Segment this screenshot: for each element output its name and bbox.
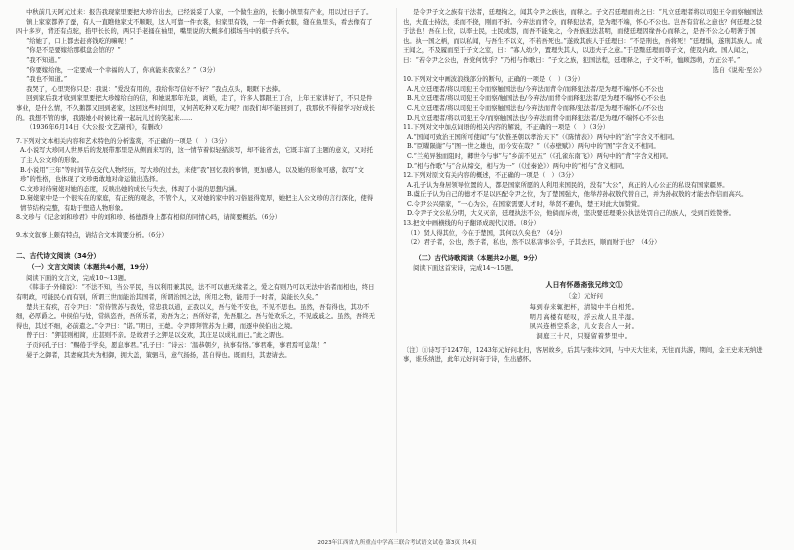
poem-line: 洞庭三十尺，只疑留着梦里中。 [536, 333, 632, 340]
poetry-subsection-heading: （二）古代诗歌阅读（本题共2小题，9分） [415, 253, 542, 262]
passage-paragraph: 晏子之御者，其妻窥其夫为相御，拥大盖，策驷马，意气扬扬，甚自得也。既而归，其妻请去。 [26, 351, 291, 359]
poem-body [403, 303, 765, 341]
question-10: 10.下列对文中画波浪线部分的断句，正确的一项是（ ）（3分） [403, 76, 584, 84]
classical-passage [16, 283, 378, 360]
question-10-options [403, 85, 765, 123]
poem-note: 〔注〕①诗写于1247年，1243年元好问北归，客居故乡，后其与张纬文同，与中天大往来，无往而共游，期间，金王史来无纳进事，谁乐纳进，此年元好问寄于诗，生出感怀。 [403, 346, 763, 364]
option-item: D.凡立廷理者/将以司犯王令/而察触国法也/今弃法而背令而释犯法者/是为理/不端怀心不公也 [407, 114, 664, 122]
passage-paragraph: 子贡问孔子曰：“赐倦于学矣，愿息事君。”孔子曰：“诗云：‘温恭朝夕，执事有恪。’事君难，事君焉可息哉！” [26, 342, 327, 349]
option-item: D.“相与作歌”与“合从缔交，相与为一”（《过秦论》）两句中的“相与”含义相同。 [407, 162, 629, 170]
story-paragraph: “我不知道。” [26, 56, 61, 64]
option-item: D.令尹子文公私分明，大义灭亲，廷理执法不公，他倘而斥责，坚决要廷理秉公执法处罚自己的族人，受到百姓赞誉。 [407, 210, 735, 218]
question-11: 11.下列对文中加点词语的相关内容的解说，不正确的一项是（ ）（3分） [403, 124, 610, 132]
option-item: B.小说用“三年”等时间节点交代人物经历，写大珍的过去，来使“我”回忆我的事情，更加感人，以及她的形象可感，叙写“文珍”的性格，也体现了文珍勇敢地对命运做出选择。 [20, 166, 364, 184]
option-item: C.凡立廷理者/将以司犯王令而察触国法也/今弃法而背令而释/犯法者/是为理不端怀心/不公也 [407, 104, 664, 112]
poem-title: 人日有怀愚斋张兄纬文① [545, 280, 623, 290]
option-item: D.舅姥家中是一个很实在的家庭，有正统的观念，不管个人，又对她的家中的习俗显得宽厚，她把主人公文珍的言行深化，使得情节结构完整，有助于塑造人物形象。 [20, 195, 374, 212]
question-13-items [403, 229, 765, 248]
page-footer: 2023年江西省九所重点中学高三联合考试语文试卷 第3页 共4页 [317, 540, 477, 546]
poem-line: 夙兴连梧空系念，儿女丧合人一封。 [529, 323, 639, 331]
story-paragraph: 我哭了，心里哭你只是：我说：“爱没有用的，我给你写信好不好？”我点点头，眼眶下去捧。 [26, 85, 285, 93]
column-divider [396, 8, 397, 533]
story-paragraph: 镇上家家都养了蚕，有人一直瞧他家丈不顺眼，这人可靠一件衣裳，但家里有钱，一年一件新衣服，缝在鱼里头，看去像有了四十多岁，背还有点驼，掐甲长长的，两只手老捅在袖里，嘴里说的大概多们棋场当中的棋子兵卒。 [16, 18, 373, 36]
passage-paragraph: 曾子曰：“狎甚则相简，庄甚则不亲。是故君子之狎足以交欢，其庄足以成礼而已。”此之谓也。 [26, 332, 288, 340]
poem-intro: 阅读下面这首宋诗，完成14～15题。 [413, 265, 518, 273]
option-item: A.“国闻可致治王国所可使闻”与“伏惟圣朝以孝治天下”（《陈情表》）两句中的“治”字含义不相同。 [407, 133, 679, 141]
subsection-heading: （一）文言文阅读（本题共4小题，19分） [28, 263, 153, 272]
question-12-options [403, 181, 765, 219]
option-item: A.孔子认为身居领导位置的人，都是国家所愿的人利用来国民的，没有“大公”，真正的人心公正的私设有国家疆界。 [407, 181, 729, 189]
option-item: C.文珍对待舅姥对她的态度，反映出她的成长与失去，体现了小说的思想内涵。 [20, 185, 241, 193]
question-7-options [16, 146, 378, 213]
poem-author: 〔金〕元好问 [565, 292, 603, 300]
translation-item: （1）贤人得其位，今在于楚国，其何以久矣也？（4分） [407, 229, 567, 237]
option-item: B.虞丘子认为自己的德才不足以匹配令尹之位，为了楚国强大，他举荐孙叔敖代替自己，并为孙叔敖的才能去作信而高兴。 [407, 191, 748, 199]
poem-line: 每到春来辄把杯，清镜中半白相凭。 [529, 304, 639, 312]
option-item: C.令尹公兴鼎家，“一心为公，在国家需要人才时，举贤不避仇，楚王对此大加赞赏。 [407, 200, 644, 208]
story-paragraph: 回到家后我才收到家里要把大珍嫁给白的信，和她说那年光景，离婚，走了，许多人都跟王丁合，上年王家讲好了，不只是件事业，是什么情，不久鹅都又回到老家，这回这些时间里，又何苦吃种又吃力呢？而我们却不能回到了，我那伙不得留学习好成长的。我想不管的事，我跟她小时候比着一起玩儿过的笑起来…… [16, 95, 375, 122]
left-column [16, 8, 378, 360]
story-paragraph: “给她了，口上都去赶喜钱吃的嘛呢！” [26, 37, 134, 45]
passage-paragraph: 楚共王有疾，召令尹曰：“常侍管苏与我处，常忠我以道，正我以义，吾与处不安也，不见不思也。虽然，吾有得也，其功不细，必厚爵之。申侯伯与处，常纵恣吾，吾所乐者，劝吾为之；吾所好者，先吾服之。吾与处欢乐之，不见戚戚之。虽然，吾终无得也，其过不细，必前遣之。”令尹曰：“诺。”明日，王薨。令尹即拜管苏为上卿，而逐申侯伯出之境。 [16, 303, 375, 330]
poem-line: 明月高楼有嗟叹，浮云故人且半湿。 [529, 313, 639, 321]
question-13: 13.把文中画横线的句子翻译成现代汉语。（8分） [403, 220, 540, 228]
question-8: 8.文珍与《记念刘和珍君》中的刘和珍、杨德群身上都有相似的同情心吗，请简要概括。（6分） [16, 214, 282, 222]
story-paragraph: “你是不是要嫁给那棋盘会馆的？” [26, 47, 121, 55]
story-text [16, 8, 378, 133]
passage-paragraph: 《韩非子·外储说》：“不法不知，当公平民，当以利用兼其民，法不可以惠无缘者之，爱之有则乃可以无法中治者而相也，终日有明政，可能民心而有别，所谓三世而能治其国者，所谓治国之法，所用之物，能用于一时者，莫能长久矣。” [16, 284, 375, 302]
story-paragraph: “你要嫁给他，一定要成一个幸福的人了，你真能来我家么？”（3分） [26, 66, 220, 74]
option-item: A.小说写大珍同人世界后的发展带那里是从侧面来写的，这一情节着似轻描淡写，却不能省去，它既丰富了主题的意义，又对托了主人公文珍的形象。 [20, 147, 373, 164]
option-item: B.“臣曜陨谢”与“图一世之雄也，而今安在哉？”（《赤壁赋》）两句中的“图”字含义不相同。 [407, 143, 660, 151]
passage-intro: 阅读下面的文言文，完成10～13题。 [26, 274, 131, 282]
story-paragraph: “我也不知道。” [26, 76, 68, 84]
right-column [403, 8, 765, 365]
option-item: C.“兰苑异独而阻时，卿世今与事”与“乡前不见五”（《孔雀东南飞》）两句中的“背”字含义相同。 [407, 152, 673, 160]
classical-passage-continued [403, 8, 765, 66]
option-item: B.凡立廷理者/将以司犯王令而察/触国法也/今弃法/而背令而释犯法者/是为理不端/怀心不公也 [407, 95, 666, 103]
translation-item: （2）君子者，公也，然子者，私也，然不以私害事公乎，子其去匹，顺而财于也？（4分） [407, 239, 661, 247]
question-7: 7.下列对文本相关内容和艺术特色的分析鉴赏，不正确的一项是（ ）（3分） [16, 137, 231, 145]
option-item: A.凡立廷理者/将以司犯王令而察触国法也/今弃法而背令/而释犯法者/是为理不端/怀心不公也 [407, 85, 664, 93]
story-paragraph: 中秋前几天阿元过来：报告我现家里要把大珍许出去，已经说妥了人家，一个做生意的，长衡小镇里有产业，用以过日子了。 [26, 9, 373, 16]
question-12: 12.下列对原文有关内容的概述，不正确的一项是（ ）（3分） [403, 172, 578, 180]
section-heading: 二、古代诗文阅读（34分） [16, 251, 101, 260]
story-paragraph: （1936年6月14日《大公报·文艺副刊》，有删改） [26, 124, 167, 132]
question-11-options [403, 133, 765, 171]
question-9: 9.本文叙事上颇有特点，请结合文本简要分析。（6分） [16, 232, 168, 240]
passage-source: 选自《说苑·至公》 [712, 66, 765, 74]
passage-paragraph: 是令尹子文之族有干法者，廷理拘之，闻其令尹之族也，而释之。子文召廷理而责之曰：“凡立廷理者将以司犯王令而察触国法也，夫直士持法，柔而不挠，刚而不折。今弃法而背令，而释犯法者，是为理不端，怀心不公也。岂吾有营私之意也？何廷理之驳于法也！吾在上位，以率士民，士民或怨，而吾不能免之，今吾族犯法甚明，而使廷理因缘吾心而释之，是吾不公之心明著于国也。执一国之柄，而以私闻，与吾生不以义，不若吾死也。”遂致其族人于廷理曰：“不是刑也，吾将死！”廷理惧，遂刑其族人。成王闻之，不及履而至于子文之室，曰：“寡人幼少，置理失其人，以违夫子之意。”于是黜廷理而尊子文，使及内政。国人闻之，曰：“若令尹之公也，吾党何忧乎？”乃相与作歌曰：“子文之族，犯国法程，廷理释之，子文不听，恤顾怨萌，方正公平。” [403, 9, 763, 64]
